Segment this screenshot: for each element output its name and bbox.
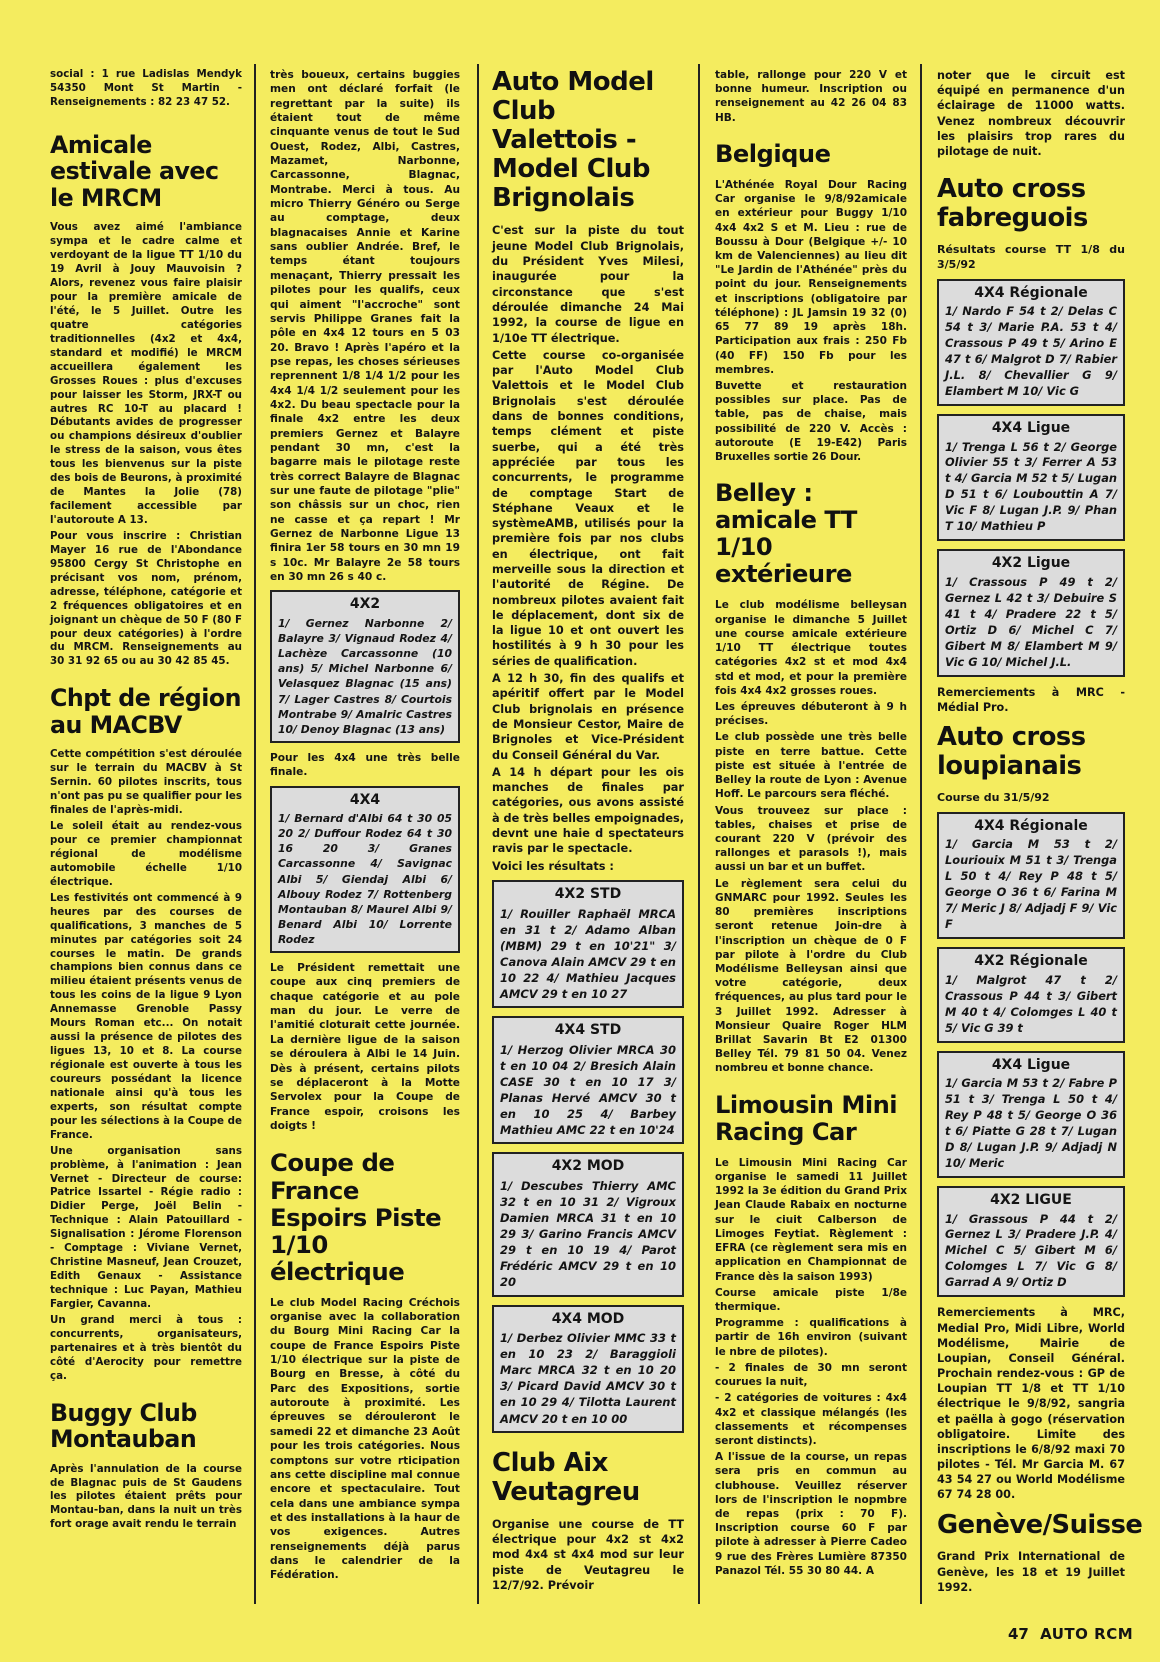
column-divider-1 (254, 64, 256, 1604)
page-footer (1008, 1625, 1133, 1643)
aix-paragraph-1: Organise une course de TT électrique pour 4x2 st 4x2 mod 4x4 st 4x4 mod sur leur piste de Veutagreu le 12/7/92. Prévoir (492, 1517, 684, 1593)
column-divider-2 (477, 64, 479, 1604)
fabreguois-subtitle: Résultats course TT 1/8 du 3/5/92 (937, 242, 1125, 271)
belley-paragraph-1: Le club modélisme belleysan organise le dimanche 5 Juillet une course amicale extérieure 1/10 TT électrique toutes catégories 4x2 st et mod 4x4 std et mod, et pour la première fois 4x4 4x2 grosses roues. (715, 599, 907, 697)
article-title-belley: Belley : amicale TT 1/10 extérieure (715, 479, 857, 589)
results-text: 1/ Malgrot 47 t 2/ Crassous P 44 t 3/ Gibert M 40 t 4/ Colomges L 40 t 5/ Vic G 39 t (945, 972, 1117, 1035)
article-title-limousin: Limousin Mini Racing Car (715, 1090, 898, 1146)
valettois-paragraph-4: A 14 h départ pour les ois manches de finales par catégories, ous avons assisté à de très belles empoignades, devnt une haie d spectateurs ravis par le spectacle. (492, 765, 685, 856)
limousin-continued-paragraph: noter que le circuit est équipé en permanence d'un éclairage de 11000 watts. Venez nombreux découvrir les plaisirs trop rares du pilotage de nuit. (937, 69, 1125, 158)
results-title: 4X2 Ligue (991, 555, 1071, 572)
column-divider-4 (920, 64, 922, 1604)
results-title: 4X4 MOD (551, 1310, 625, 1327)
belley-paragraph-4: Vous trouveez sur place : tables, chaises et prise de courant 220 V (prévoir des rallonges et parasols !), mais aussi un bar et un buffet. (715, 804, 907, 874)
results-box-4x2-mod (492, 1152, 684, 1296)
amicale-paragraph-1: Vous avez aimé l'ambiance sympa et le cadre calme et verdoyant de la ligue TT 1/10 du 19 Avril à Jouy Mauvoisin ? Alors, revenez vous faire plaisir pour la première amicale de l'été, le 5 Juillet. Outre les quatre catégories traditionnelles (4x2 et 4x4, standard et modifié) le MRCM accueillera également les Grosses Roues : plus d'excuses pour laisser les Storm, JRX-T ou autres RC 10-T au placard ! Débutants avides de progresser ou champions désireux d'oublier le stress de la saison, vous êtes tous les bienvenus sur la piste des bois de Beurons, à proximité de Mantes la Jolie (78) facilement accessible par l'autoroute A 13. (50, 221, 242, 527)
article-title-coupe: Coupe de France Espoirs Piste 1/10 électrique (270, 1148, 442, 1287)
results-box-4x4-regionale (937, 812, 1125, 939)
buggy-continued-paragraph: très boueux, certains buggies men ont déclaré forfait (le regrettant par la suite) ils étaient tout de même cinquante venus de tout le Sud Ouest, Rodez, Albi, Castres, Mazamet, Narbonne, Carcassonne, Blagnac, Montrabe. Merci à tous. Au micro Thierry Généro ou Serge au comptage, deux blagnacaises Annie et Karine sans oublier Andrée. Bref, le temps étant toujours menaçant, Thierry pressait les pilotes pour les qualifs, ceux qui aiment "l'accroche" sont servis Philippe Granes fait la pôle en 4x4 12 tours en 5 03 20. Bravo ! Après l'apéro et la pse repas, les choses sérieuses reprennent 1/8 1/4 1/2 pour les 4x4 1/4 1/2 seulement pour les 4x2. Du beau spectacle pour la finale 4x2 entre les deux premiers Gernez et Balayre pendant 30 mn, c'est la bagarre mais le pilotage reste très correct Balayre de Blagnac sur une faute de pilotage "plie" son châssis sur un choc, rien ne casse et ça repart ! Mr Gernez de Narbonne Ligue 13 finira 1er 58 tours en 30 mn 19 s 10c. Mr Balayre 2e 58 tours en 30 mn 26 s 40 c. (270, 69, 460, 584)
valettois-paragraph-3: A 12 h 30, fin des qualifs et apéritif offert par le Model Club brignolais en présence de Monsieur Cestor, Maire de Brignoles et Vice-Président du Conseil Général du Var. (492, 672, 684, 762)
limousin-paragraph-6: A l'issue de la course, un repas sera pris en commun au clubhouse. Veuillez réserver lors de l'inscription le nopmbre de repas (prix : 70 F). Inscription course 60 F par pilote à adresser à Pierre Cadeo 9 rue des Frères Lumière 87350 Panazol Tél. 55 30 80 44. A (715, 1451, 907, 1577)
results-title: 4X4 STD (554, 1022, 622, 1039)
results-title: 4X4 (349, 791, 381, 808)
buggy-paragraph-closing: Le Président remettait une coupe aux cinq premiers de chaque catégorie et au pole man du jour. Le verre de l'amitié cloturait cette journée. La dernière ligue de la saison se déroulera à Albi le 14 Juin. Dès à présent, certains pilots se déplaceront à la Motte Servolex pour la Coupe de France espoir, croisons les doigts ! (270, 962, 460, 1132)
article-title-macbv: Chpt de région au MACBV (50, 684, 242, 739)
results-title: 4X2 (349, 596, 381, 613)
valettois-paragraph-5: Voici les résultats : (492, 859, 614, 873)
results-box-4x4-std (492, 1016, 684, 1144)
results-title: 4X4 Ligue (991, 1056, 1071, 1073)
macbv-paragraph-3: Les festivités ont commencé à 9 heures par des courses de qualifications, 3 manches de 5 minutes par catégories soit 24 courses le matin. De grands champions bien connus dans ce milieu étaient présents venus de tous les coins de la ligue 9 Lyon Annemasse Grenoble Passy Mours Roman etc... On notait aussi la présence de pilotes des ligues 13, 10 et 8. La course régionale est ouverte à tous les coureurs possédant la licence nationale ainsi qu'à tous les experts, son résultat compte pour les sélections à la Coupe de France. (50, 891, 242, 1141)
results-text: 1/ Garcia M 53 t 2/ Fabre P 51 t 3/ Trenga L 50 t 4/ Rey P 48 t 5/ George O 36 t 6/ Piatte G 28 t 7/ Lugan D 8/ Lugan J.P. 9/ Adjadj N 10/ Meric (945, 1076, 1117, 1170)
column-2 (270, 68, 460, 1585)
article-title-aix: Club Aix Veutagreu (492, 1447, 640, 1507)
amicale-paragraph-2: Pour vous inscrire : Christian Mayer 16 rue de l'Abondance 95800 Cergy St Christophe en précisant vos nom, prénom, adresse, téléphone, catégorie et 2 fréquences obligatoires et en joignant un chèque de 50 F (80 F pour deux catégories) à l'ordre du MRCM. Renseignements au 30 31 92 65 ou au 30 42 85 45. (50, 529, 242, 668)
results-title: 4X2 STD (554, 885, 622, 902)
results-text: 1/ Bernard d'Albi 64 t 30 05 20 2/ Duffour Rodez 64 t 30 16 20 3/ Granes Carcassonne 4/ Savignac Albi 5/ Giendaj Albi 6/ Albouy Rodez 7/ Rottenberg Montauban 8/ Maurel Albi 9/ Benard Albi 10/ Lorrente Rodez (278, 812, 452, 946)
column-4 (715, 68, 907, 1580)
results-text: 1/ Derbez Olivier MMC 33 t en 10 23 2/ Baraggioli Marc MRCA 32 t en 10 20 3/ Picard David AMCV 30 t en 10 29 4/ Tilotta Laurent AMCV 20 t en 10 00 (500, 1331, 676, 1426)
results-text: 1/ Descubes Thierry AMC 32 t en 10 31 2/ Vigroux Damien MRCA 31 t en 10 29 3/ Garino Francis AMCV 29 t en 10 19 4/ Parot Frédéric AMCV 29 t en 10 20 (500, 1178, 676, 1290)
results-text: 1/ Herzog Olivier MRCA 30 t en 10 04 2/ Bresich Alain CASE 30 t en 10 17 3/ Planas Hervé AMCV 30 t en 10 25 4/ Barbey Mathieu AMC 22 t en 10'24 (500, 1042, 676, 1138)
belgique-paragraph-1: L'Athénée Royal Dour Racing Car organise le 9/8/92amicale en extérieur pour Buggy 1/10 4x4 4x2 S et M. Lieu : rue de Boussu à Dour (Belgique +/- 10 km de Valenciennes) au lieu dit "Le Jardin de l'Athénée" près du point du jour. Renseignements et inscriptions (obligatoire par téléphone) : JL Jamsin 19 32 (0) 65 77 89 19 après 18h. Participation aux frais : 250 Fb (40 FF) 150 Fb pour les membres. (715, 178, 907, 376)
macbv-paragraph-1: Cette compétition s'est déroulée sur le terrain du MACBV à St Sernin. 60 pilotes inscrits, tous n'ont pas pu se qualifier pour les finales de l'après-midi. (50, 748, 242, 817)
results-text: 1/ Gernez Narbonne 2/ Balayre 3/ Vignaud Rodez 4/ Lachèze Carcassonne (10 ans) 5/ Michel Narbonne 6/ Velasquez Blagnac (15 ans) 7/ Lager Castres 8/ Courtois Montrabe 9/ Amalric Castres 10/ Denoy Blagnac (13 ans) (278, 616, 452, 736)
results-title: 4X2 Régionale (974, 953, 1088, 970)
macbv-paragraph-2: Le soleil était au rendez-vous pour ce premier championnat régional de modélisme automobile échelle 1/10 électrique. (50, 820, 242, 888)
limousin-paragraph-1: Le Limousin Mini Racing Car organise le samedi 11 Juillet 1992 la 3e édition du Grand Prix Jean Claude Rabaix en nocturne sur le ciuit Calberson de Limoges Feytiat. Règlement : EFRA (ce règlement sera mis en application en Championnat de France dès la saison 1993) (715, 1156, 907, 1283)
geneve-paragraph-1: Grand Prix International de Genève, les 18 et 19 Juillet 1992. (937, 1550, 1125, 1594)
belley-paragraph-5: Le règlement sera celui du GNMARC pour 1992. Seules les 80 premières inscriptions seront retenue Join-dre à l'inscription un chèque de 0 F par pilote à l'ordre du Club Modélisme Belleysan ainsi que votre catégorie, deux fréquences, au plus tard pour le 3 Juillet 1992. Adresser à Monsieur Quaire Roger HLM Brillat Savarin Bt E2 01300 Belley Tél. 79 81 50 04. Venez nombreu et bonne chance. (715, 877, 907, 1075)
coupe-paragraph-1: Le club Model Racing Créchois organise avec la collaboration du Bourg Mini Racing Car la coupe de France Espoirs Piste 1/10 électrique sur la piste de Bourg en Bresse, à côté du Parc des Expositions, sortie autoroute à proximité. Les épreuves se dérouleront le samedi 22 et dimanche 23 Août pour les trois catégories. Nous comptons sur votre rticipation ans cette discipline mal connue encore et spectaculaire. Tout cela dans une ambiance sympa et des installations à la haur de vos exigences. Autres renseignements déjà parus dans le calendrier de la Fédération. (270, 1296, 460, 1582)
macbv-paragraph-4: Une organisation sans problème, à l'animation : Jean Vernet - Directeur de course: Patrice Issartel - Régie radio : Didier Perge, Joël Belin - Technique : Alain Patouillard - Signalisation : Jérome Florenson - Comptage : Viviane Vernet, Christine Masneuf, Jean Crouzet, Edith Genaux - Assistance technique : Luc Payan, Mathieu Fargier, Cavanna. (50, 1144, 242, 1310)
column-5 (937, 68, 1143, 1597)
page-number: 47 (1008, 1625, 1029, 1643)
article-title-amicale: Amicale estivale avec le MRCM (50, 130, 219, 212)
limousin-paragraph-2: Course amicale piste 1/8e thermique. (715, 1286, 907, 1313)
results-text: 1/ Crassous P 49 t 2/ Gernez L 42 t 3/ Debuire S 41 t 4/ Pradere 22 t 5/ Ortiz D 6/ Michel C 7/ Gibert M 8/ Elambert M 9/ Vic G 10/ Michel J.L. (945, 574, 1117, 669)
results-title: 4X4 Régionale (974, 817, 1088, 834)
col1-intro: social : 1 rue Ladislas Mendyk 54350 Mont St Martin - Renseignements : 82 23 47 52. (50, 68, 242, 108)
article-title-buggy: Buggy Club Montauban (50, 1398, 197, 1454)
article-title-belgique: Belgique (715, 139, 831, 168)
results-title: 4X2 LIGUE (990, 1191, 1072, 1208)
results-box-4x4-mod (492, 1305, 684, 1433)
column-1 (50, 68, 242, 1534)
loupianais-subtitle: Course du 31/5/92 (937, 790, 1050, 804)
buggy-paragraph-4x4-intro: Pour les 4x4 une très belle finale. (270, 751, 460, 779)
belley-paragraph-3: Le club possède une très belle piste en terre battue. Cette piste est située à l'entrée de Belley la route de Lyon : Avenue Hoff. Le parcours sera fléché. (715, 731, 907, 801)
results-text: 1/ Grassous P 44 t 2/ Gernez L 3/ Pradere J.P. 4/ Michel C 5/ Gibert M 6/ Colomges L 7/ Vic G 8/ Garrad A 9/ Ortiz D (945, 1211, 1117, 1290)
loupianais-thanks: Remerciements à MRC, Medial Pro, Midi Libre, World Modélisme, Mairie de Loupian, Conseil Général. Prochain rendez-vous : GP de Loupian TT 1/8 et TT 1/10 électrique le 9/8/92, sangria et paëlla à gogo (réservation obligatoire. Limite des inscriptions le 6/8/92 maxi 70 pilotes - Tél. Mr Garcia M. 67 43 54 27 ou World Modélisme 67 74 28 00. (937, 1306, 1125, 1502)
aix-continued-paragraph: table, rallonge pour 220 V et bonne humeur. Inscription ou renseignement au 42 26 04 83 HB. (715, 69, 907, 124)
column-3 (492, 68, 684, 1595)
article-title-loupianais: Auto cross loupianais (937, 722, 1086, 781)
results-box-4x4-ligue (937, 1051, 1125, 1178)
results-text: 1/ Rouiller Raphaël MRCA en 31 t 2/ Adamo Alban (MBM) 29 t en 10'21" 3/ Canova Alain AMCV 29 t en 10 22 4/ Mathieu Jacques AMCV 29 t en 10 27 (500, 906, 676, 1001)
buggy-paragraph-1: Après l'annulation de la course de Blagnac puis de St Gaudens les pilotes étaient prêts pour Montau-ban, dans la nuit un très fort orage avait rendu le terrain (50, 1462, 242, 1531)
results-text: 1/ Trenga L 56 t 2/ George Olivier 55 t 3/ Ferrer A 53 t 4/ Garcia M 52 t 5/ Lugan D 51 t 6/ Loubouttin A 7/ Vic F 8/ Lugan J.P. 9/ Phan T 10/ Mathieu P (945, 439, 1117, 534)
results-text: 1/ Nardo F 54 t 2/ Delas C 54 t 3/ Marie P.A. 53 t 4/ Crassous P 49 t 5/ Arino E 47 t 6/ Malgrot D 7/ Rabier J.L. 8/ Chevallier G 9/ Elambert M 10/ Vic G (945, 304, 1117, 398)
results-text: 1/ Garcia M 53 t 2/ Louriouix M 51 t 3/ Trenga L 50 t 4/ Rey P 48 t 5/ George O 36 t 6/ Farina M 7/ Meric J 8/ Adjadj F 9/ Vic F (945, 837, 1117, 932)
limousin-paragraph-3: Programme : qualifications à partir de 16h environ (suivant le nbre de pilotes). (715, 1317, 907, 1358)
column-divider-3 (698, 64, 700, 1604)
magazine-name: AUTO RCM (1040, 1625, 1134, 1643)
valettois-paragraph-1: C'est sur la piste du tout jeune Model Club Brignolais, du Président Yves Milesi, inaugurée pour la circonstance que s'est déroulée dimanche 24 Mai 1992, la course de ligue en 1/10e TT électrique. (492, 224, 684, 345)
article-title-valettois: Auto Model Club Valettois - Model Club Brignolais (492, 67, 654, 214)
macbv-paragraph-5: Un grand merci à tous : concurrents, organisateurs, partenaires et à très bientôt du côté d'Aerocity pour remettre ça. (50, 1313, 242, 1382)
belley-paragraph-2: Les épreuves débuteront à 9 h précises. (715, 701, 907, 728)
article-title-geneve: Genève/Suisse (937, 1509, 1143, 1540)
results-box-4x2-std (492, 880, 684, 1008)
belgique-paragraph-2: Buvette et restauration possibles sur place. Pas de table, pas de chaise, mais possibilité de 220 V. Accès : autoroute (E 19-E42) Paris Bruxelles sortie 26 Dour. (715, 379, 907, 464)
results-title: 4X4 Ligue (991, 419, 1071, 436)
results-box-4x2-ligue (937, 549, 1125, 676)
results-box-4x4-ligue (937, 414, 1125, 541)
article-title-fabreguois: Auto cross fabreguois (937, 174, 1088, 233)
results-box-4x2-regionale (937, 947, 1125, 1042)
results-title: 4X2 MOD (551, 1158, 625, 1175)
results-title: 4X4 Régionale (974, 284, 1088, 301)
fabreguois-thanks: Remerciements à MRC - Médial Pro. (937, 685, 1125, 714)
results-box-4x2 (270, 590, 460, 742)
results-box-4x2-ligue (937, 1186, 1125, 1297)
limousin-paragraph-5: - 2 catégories de voitures : 4x4 4x2 et classique mélangés (les classements et récompenses seront distincts). (715, 1392, 907, 1447)
results-box-4x4 (270, 786, 460, 954)
limousin-paragraph-4: - 2 finales de 30 mn seront courues la nuit, (715, 1361, 907, 1389)
valettois-paragraph-2: Cette course co-organisée par l'Auto Model Club Valettois et le Model Club Brignolais s'est déroulée dans de bonnes conditions, temps clément et piste suerbe, qui a été très appréciée par tous les concurrents, le programme de comptage Start de Stéphane Veaux et le systèmeAMB, utilisés pour la première fois par nos clubs en électrique, ont fait merveille sous la direction et l'autorité de Régine. De nombreux pilotes avaient fait le déplacement, dont six de la ligue 10 et ont ouvert les hostilités à 9 h 30 pour les séries de qualification. (492, 348, 684, 668)
results-box-4x4-regionale (937, 279, 1125, 406)
